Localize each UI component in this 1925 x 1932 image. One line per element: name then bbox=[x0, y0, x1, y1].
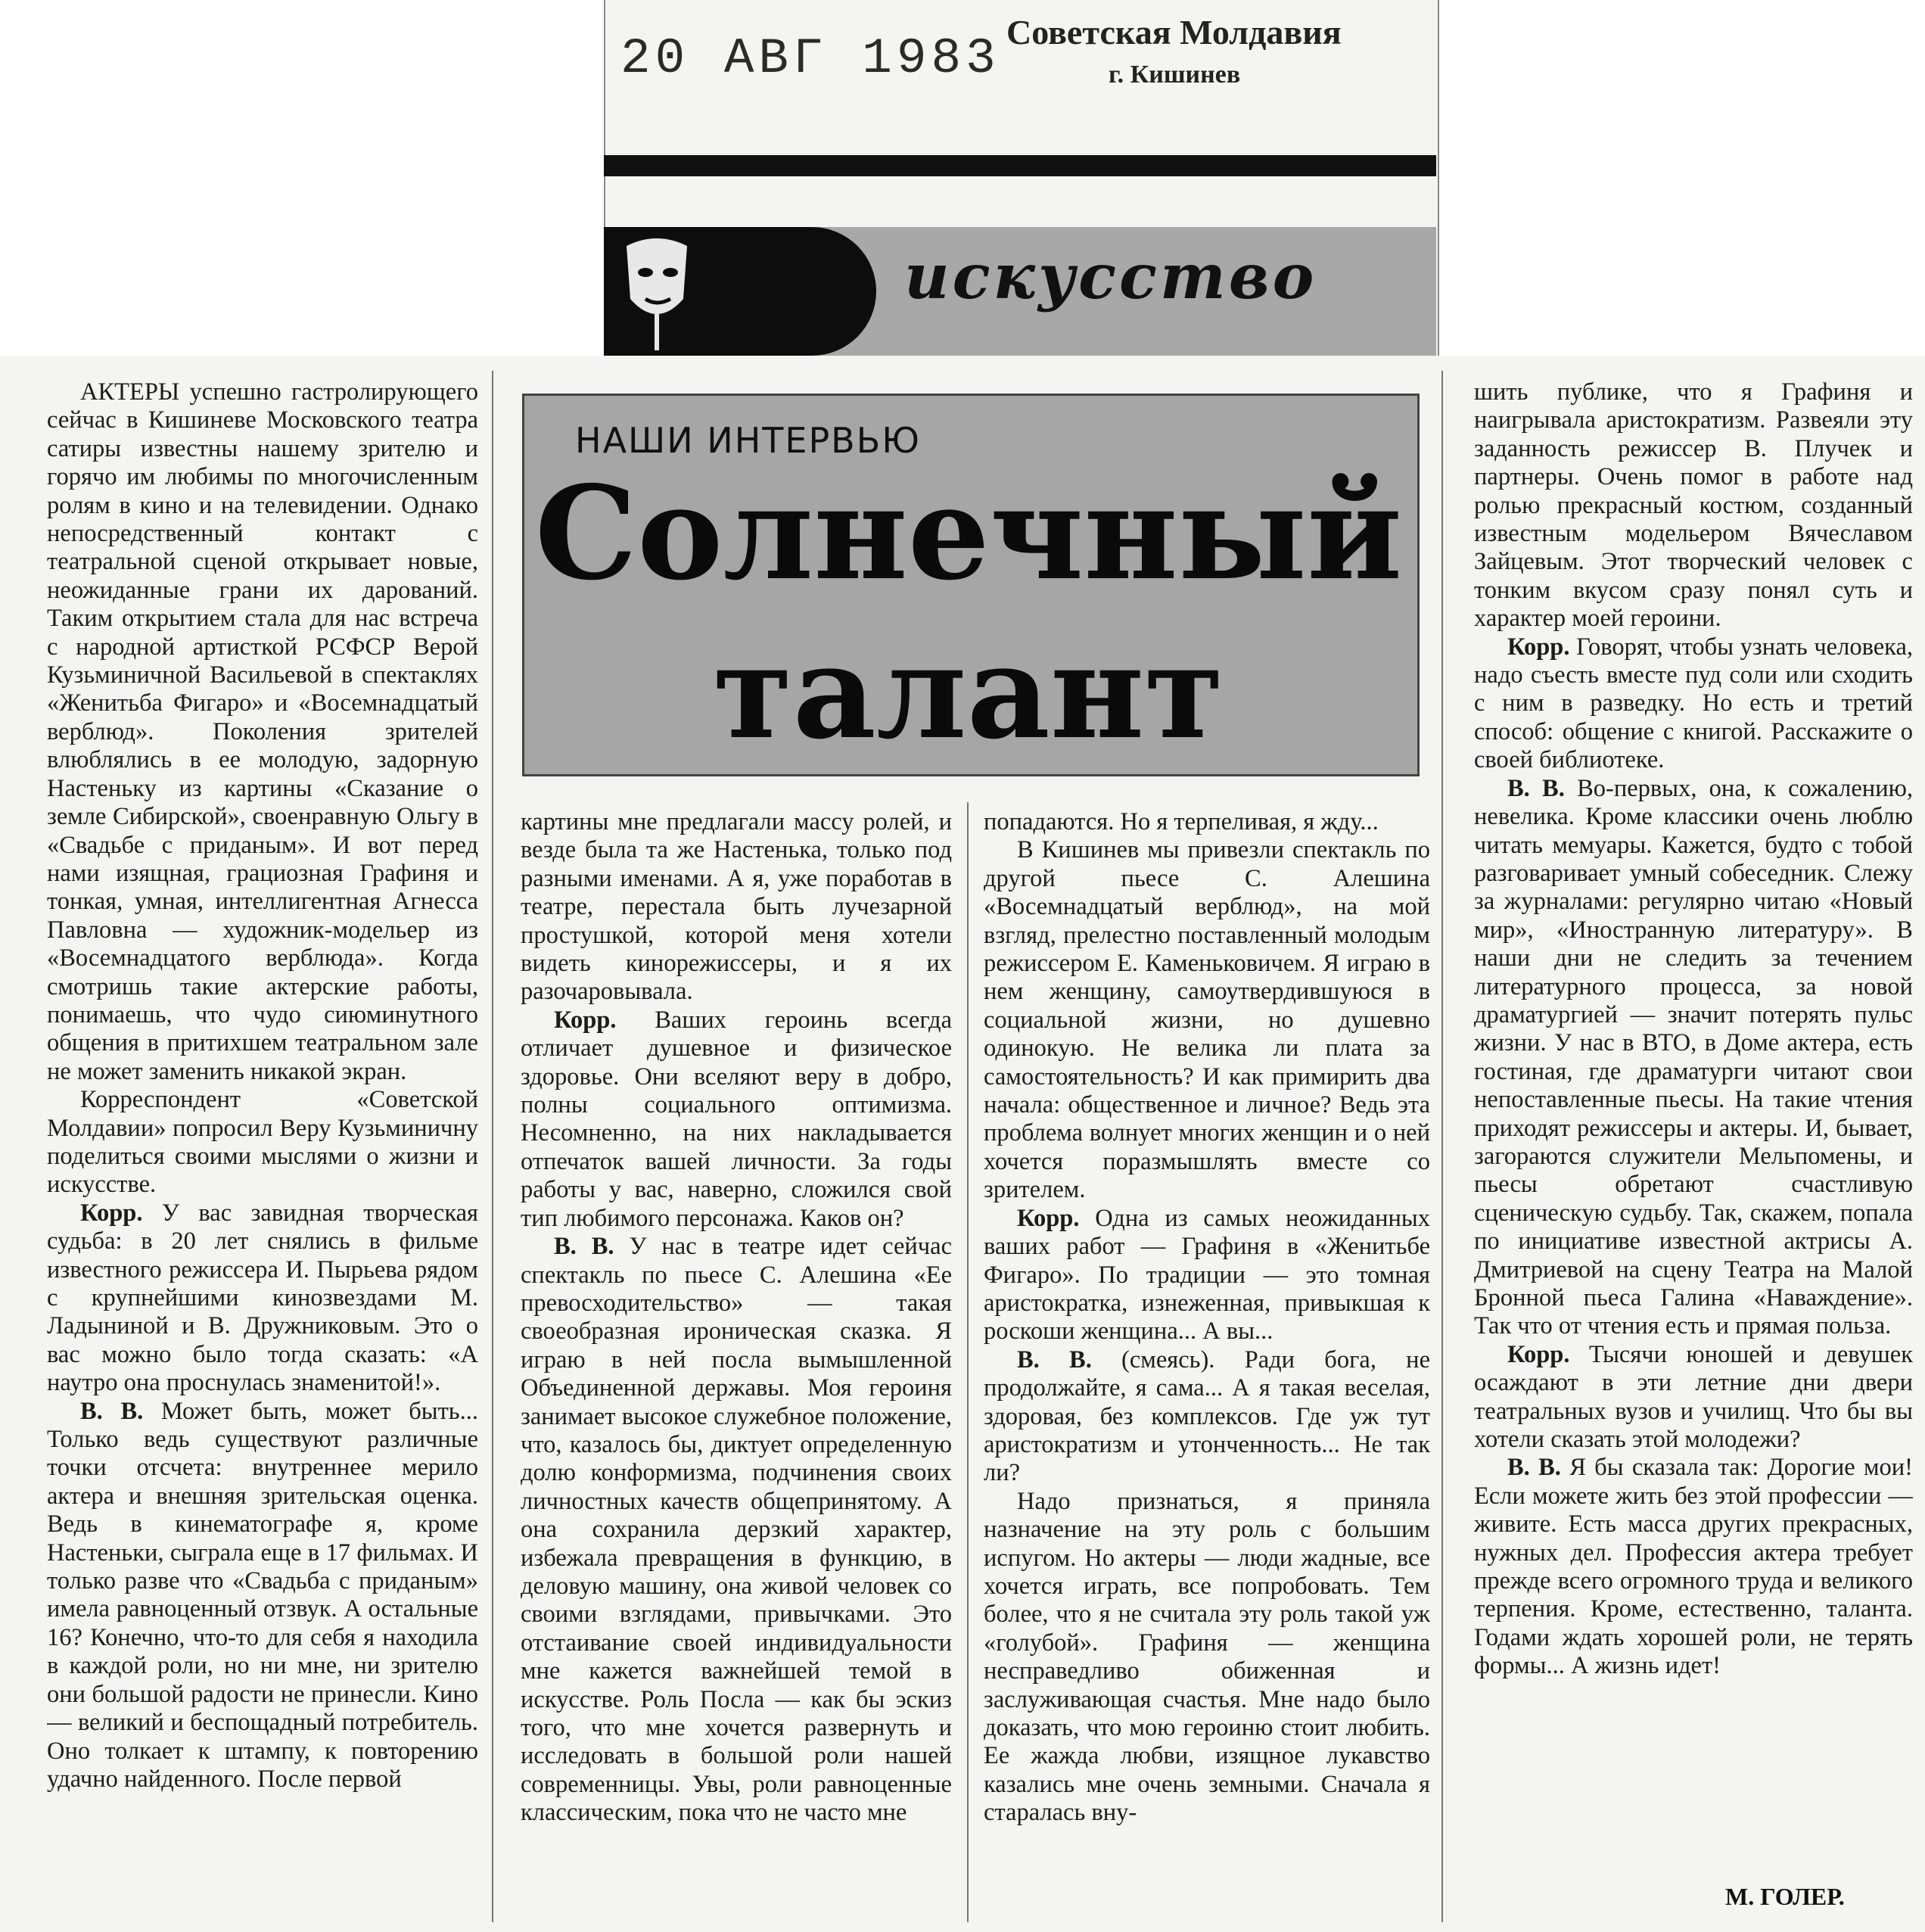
column-divider bbox=[1441, 371, 1443, 1922]
paragraph: Корр. У вас завидная творческая судьба: в 20 лет снялись в фильме известного режиссера И. Пырьева рядом с крупнейшими кинозвездами М. Ладыниной и В. Дружниковым. Это о вас можно было тогда сказать: «А наутро она проснулась знаменитой!». bbox=[47, 1199, 478, 1397]
rubric-label: НАШИ ИНТЕРВЬЮ bbox=[575, 420, 921, 461]
paragraph: Корр. Тысячи юношей и девушек осаждают в эти летние дни двери театральных вузов и училищ. Что бы вы хотели сказать этой молодежи? bbox=[1474, 1340, 1913, 1454]
speaker-marker: В. В. bbox=[80, 1397, 144, 1425]
speaker-marker: В. В. bbox=[1507, 1454, 1561, 1482]
newspaper-city-stamp: г. Кишинев bbox=[1109, 61, 1241, 89]
lead-paragraph: АКТЕРЫ успешно гастролирующего сейчас в Кишиневе Московского театра сатиры известны нашему зрителю и горячо им любимы по многочисленным ролям в кино и на телевидении. Однако непосредственный контакт с театральной сценой открывает новые, неожиданные грани их дарований. Таким открытием стала для нас встреча с народной артисткой РСФСР Верой Кузьминичной Васильевой в спектаклях «Женитьба Фигаро» и «Восемнадцатый верблюд». Поколения зрителей влюблялись в ее молодую, задорную Настеньку из картины «Сказание о земле Сибирской», своенравную Ольгу в «Свадьбе с приданым». И вот перед нами изящная, грациозная Графиня и тонкая, умная, интеллигентная Агнесса Павловна — художник-модельер из «Восемнадцатого верблюда». Когда смотришь такие актерские работы, понимаешь, что чудо сиюминутного общения в притихшем театральном зале не может заменить никакой экран. bbox=[47, 378, 478, 1085]
section-title: искусство bbox=[904, 241, 1317, 313]
article-column-4 bbox=[1474, 378, 1913, 1801]
paragraph: Корр. Ваших героинь всегда отличает душевное и физическое здоровье. Они вселяют веру в добро, полны социального оптимизма. Несомненно, на них накладывается отпечаток вашей личности. За годы работы у вас, наверно, сложился свой тип любимого персонажа. Каков он? bbox=[521, 1006, 952, 1232]
paragraph: Корр. Говорят, чтобы узнать человека, надо съесть вместе пуд соли или сходить с ним в разведку. Но есть и третий способ: общение с книгой. Расскажите о своей библиотеке. bbox=[1474, 633, 1913, 774]
column-divider bbox=[967, 802, 969, 1922]
paragraph: попадаются. Но я терпеливая, я жду... bbox=[984, 808, 1379, 835]
paragraph: В Кишинев мы привезли спектакль по другой пьесе С. Алешина «Восемнадцатый верблюд», на мой взгляд, прелестно поставленный молодым режиссером Е. Каменьковичем. Я играю в нем женщину, самоутвердившуюся в социальной жизни, но душевно одинокую. Не велика ли плата за самостоятельность? И как примирить два начала: общественное и личное? Ведь эта проблема волнует многих женщин и о ней хочется поразмышлять вместе со зрителем. bbox=[984, 836, 1430, 1204]
article-column-3 bbox=[984, 808, 1430, 1924]
speaker-marker: Корр. bbox=[80, 1199, 143, 1227]
paragraph: В. В. (смеясь). Ради бога, не продолжайте, я сама... А я такая веселая, здоровая, без комплексов. Где уж тут аристократизм и утонченность... Не так ли? bbox=[984, 1346, 1430, 1487]
speaker-marker: Корр. bbox=[1507, 633, 1570, 661]
column-divider bbox=[492, 371, 493, 1922]
speaker-marker: В. В. bbox=[554, 1233, 614, 1261]
headline-line-2: талант bbox=[713, 617, 1224, 768]
theatre-mask-lyre-icon bbox=[611, 231, 702, 352]
speaker-marker: В. В. bbox=[1017, 1346, 1092, 1374]
speaker-marker: Корр. bbox=[1017, 1204, 1080, 1232]
paragraph: картины мне предлагали массу ролей, и везде была та же Настенька, только под разными именами. А я, уже поработав в театре, перестала быть лучезарной простушкой, которой меня хотели видеть кинорежиссеры, и я их разочаровывала. bbox=[521, 808, 952, 1006]
paragraph: Надо признаться, я приняла назначение на эту роль с большим испугом. Но актеры — люди жадные, все хочется играть, все попробовать. Тем более, что я не считала эту роль такой уж «голубой». Графиня — женщина несправедливо обиженная и заслуживающая счастья. Мне надо было доказать, что мою героиню стоит любить. Ее жажда любви, изящное лукавство казались мне очень земными. Сначала я старалась вну- bbox=[984, 1487, 1430, 1827]
paragraph: В. В. Я бы сказала так: Дорогие мои! Если можете жить без этой профессии — живите. Есть масса других прекрасных, нужных дел. Профессия актера требует прежде всего огромного труда и великого терпения. Кроме, естественно, таланта. Годами ждать хорошей роли, не терять формы... А жизнь идет! bbox=[1474, 1454, 1913, 1680]
paragraph: шить публике, что я Графиня и наигрывала аристократизм. Развеяли эту заданность режиссер В. Плучек и партнеры. Очень помог в работе над ролью прекрасный костюм, созданный известным модельером Вячеславом Зайцевым. Этот творческий человек с тонким вкусом сразу понял суть и характер моей героини. bbox=[1474, 378, 1913, 633]
paragraph: Корреспондент «Советской Молдавии» попросил Веру Кузьминичну поделиться своими мыслями о жизни и искусстве. bbox=[47, 1086, 478, 1199]
date-stamp: 20 АВГ 1983 bbox=[620, 30, 1000, 87]
paragraph: В. В. Во-первых, она, к сожалению, невелика. Кроме классики очень люблю читать мемуары. Кажется, будто с тобой разговаривает умный собеседник. Слежу за журналами: регулярно читаю «Новый мир», «Иностранную литературу». В наши дни не следить за течением литературного процесса, за новой драматургией — значит потерять пульс жизни. У нас в ВТО, в Доме актера, есть гостиная, где драматурги читают свои непоставленные пьесы. На такие чтения приходят режиссеры и актеры. И, бывает, загораются служители Мельпомены, и пьесы обретают счастливую сценическую судьбу. Так, скажем, попала по инициативе известной актрисы А. Дмитриевой на сцену Театра на Малой Бронной пьеса Галина «Наваждение». Так что от чтения есть и прямая польза. bbox=[1474, 774, 1913, 1340]
author-byline: М. ГОЛЕР. bbox=[1725, 1883, 1845, 1910]
paragraph: В. В. Может быть, может быть... Только ведь существуют различные точки отсчета: внутреннее мерило актера и внешняя зрительская оценка. Ведь в кинематографе я, кроме Настеньки, сыграла еще в 17 фильмах. И только разве что «Свадьба с приданым» имела равноценный отзвук. А остальные 16? Конечно, что-то для себя я находила в каждой роли, но ни мне, ни зрителю они большой радости не принесли. Кино — великий и беспощадный потребитель. Оно толкает к штампу, к повторению удачно найденного. После первой bbox=[47, 1397, 478, 1793]
speaker-marker: Корр. bbox=[554, 1006, 617, 1034]
paragraph: Корр. Одна из самых неожиданных ваших работ — Графиня в «Женитьбе Фигаро». По традиции — это томная аристократка, изнеженная, привыкшая к роскоши женщина... А вы... bbox=[984, 1204, 1430, 1346]
article-column-2 bbox=[521, 808, 952, 1924]
article-column-1 bbox=[47, 378, 478, 1922]
headline-line-1: Солнечный bbox=[534, 458, 1403, 609]
speaker-marker: Корр. bbox=[1507, 1340, 1570, 1368]
header-rule bbox=[604, 155, 1436, 176]
speaker-marker: В. В. bbox=[1507, 774, 1565, 802]
section-emblem bbox=[604, 227, 876, 356]
newspaper-name-stamp: Советская Молдавия bbox=[1006, 13, 1342, 51]
paragraph: В. В. У нас в театре идет сейчас спектакль по пьесе С. Алешина «Ее превосходительство» — такая своеобразная ироническая сказка. Я играю в ней посла вымышленной Объединенной державы. Моя героиня занимает высокое служебное положение, что, казалось бы, диктует определенную долю конформизма, подчинения своих личностных качеств общепринятому. А она сохранила дерзкий характер, избежала превращения в функцию, в деловую машину, она живой человек со своими взглядами, привычками. Это отстаивание своей индивидуальности мне кажется важнейшей темой в искусстве. Роль Посла — как бы эскиз того, что мне хочется развернуть и исследовать в большой роли нашей современницы. Увы, роли равноценные классическим, пока что не часто мне bbox=[521, 1233, 952, 1827]
